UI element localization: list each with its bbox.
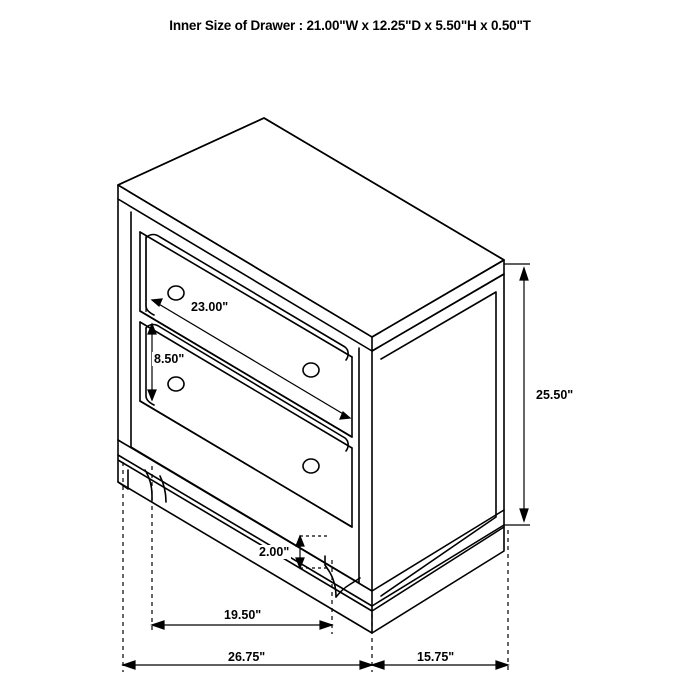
knob-bottom-right <box>303 459 319 473</box>
knob-bottom-left <box>168 377 184 391</box>
dim-label-overall-height-right: 25.50" <box>536 388 574 402</box>
base-plinth <box>118 440 504 633</box>
dim-label-base-width: 19.50" <box>224 608 262 622</box>
knob-top-left <box>168 286 184 300</box>
dim-line-overall-height <box>504 264 530 525</box>
dim-label-drawer-width-top: 23.00" <box>191 300 229 314</box>
dim-label-front-width: 26.75" <box>228 650 266 664</box>
dim-line-front-width <box>123 462 372 672</box>
top-panel <box>118 118 504 351</box>
knob-top-right <box>303 363 319 377</box>
page-title: Inner Size of Drawer : 21.00"W x 12.25"D x 5.50"H x 0.50"T <box>169 18 531 33</box>
dim-label-foot-height: 2.00" <box>259 545 290 559</box>
drawer-knobs <box>168 286 319 473</box>
dim-label-drawer-height-left: 8.50" <box>154 352 185 366</box>
dim-label-side-depth: 15.75" <box>417 650 455 664</box>
side-apron-cutout <box>325 556 360 597</box>
